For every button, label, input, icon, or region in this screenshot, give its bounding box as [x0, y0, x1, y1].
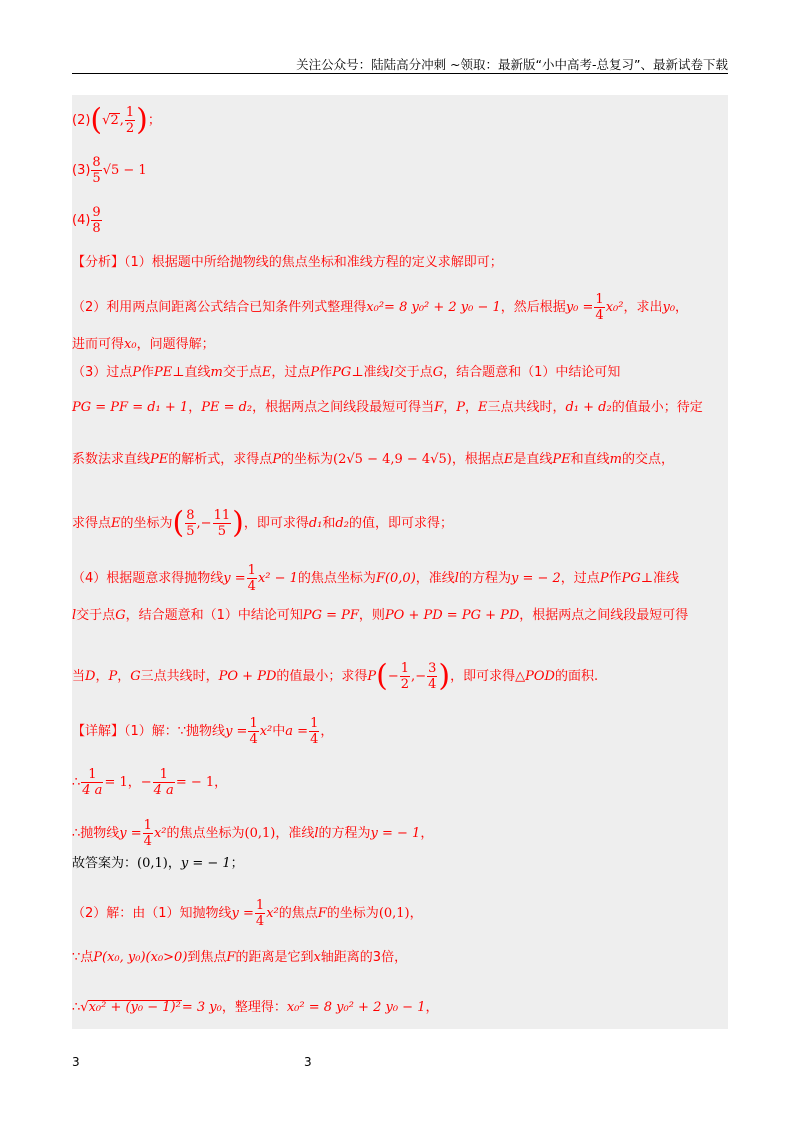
detail-3: ∴抛物线y = $\frac{1}{4}$ x²的焦点坐标为(0,1)，准线l的方程为y = − 1，: [72, 818, 434, 849]
detail-7: ∴√x₀² + (y₀ − 1)²= 3 y₀，整理得：x₀² = 8 y₀² + 2 y₀ − 1，: [72, 1000, 439, 1015]
analysis-7: 求得点E的坐标为( $\frac{8}{5}$ ,− $\frac{11}{5}$ )，即可求得d₁和d₂的值，即可求得；: [72, 505, 453, 541]
analysis-3: 进而可得x₀，问题得解；: [72, 337, 215, 352]
detail-label: 【详解】: [72, 724, 125, 739]
analysis-5: PG = PF = d₁ + 1，PE = d₂，根据两点之间线段最短可得当F，P，E三点共线时，d₁ + d₂的值最小；待定: [72, 400, 703, 415]
analysis-2: （2）利用两点间距离公式结合已知条件列式整理得x₀²= 8 y₀² + 2 y₀ − 1，然后根据y₀ = $\frac{1}{4}$ x₀²，求出y₀，: [72, 292, 689, 323]
page-header: 关注公众号：陆陆高分冲刺 ~领取：最新版“小中高考-总复习”、最新试卷下载: [296, 57, 728, 72]
analysis-6: 系数法求直线PE的解析式，求得点P的坐标为(2√5 − 4,9 − 4√5)，根据点E是直线PE和直线m的交点，: [72, 452, 674, 467]
detail-6: ∵点P(x₀, y₀)(x₀>0)到焦点F的距离是它到x轴距离的3倍，: [72, 950, 408, 965]
page-number-center: 3: [304, 1055, 312, 1069]
answer-2: (2)(√2, $\frac{1}{2}$ )；: [72, 102, 161, 138]
detail-1: 【详解】（1）解：∵抛物线y = $\frac{1}{4}$ x²中a = $\frac{1}{4}$ ，: [72, 716, 334, 747]
answer-3: (3) $\frac{8}{5}$ √5 − 1: [72, 155, 147, 186]
analysis-9: l交于点G，结合题意和（1）中结论可知PG = PF，则PO + PD = PG + PD，根据两点之间线段最短可得: [72, 608, 689, 623]
solution-panel: [72, 95, 728, 1029]
analysis-label: 【分析】: [72, 255, 125, 270]
analysis-1: 【分析】（1）根据题中所给抛物线的焦点坐标和准线方程的定义求解即可；: [72, 255, 503, 270]
detail-5: （2）解：由（1）知抛物线y = $\frac{1}{4}$ x²的焦点F的坐标为(0,1)，: [72, 898, 423, 929]
detail-4: 故答案为：(0,1)，y = − 1；: [72, 856, 244, 871]
detail-2: ∴ $\frac{1}{4 a}$ = 1，− $\frac{1}{4 a}$ = − 1，: [72, 767, 228, 798]
header-rule: [72, 73, 728, 74]
answer-4: (4) $\frac{9}{8}$: [72, 205, 101, 236]
analysis-10: 当D，P，G三点共线时，PO + PD的值最小；求得P(− $\frac{1}{2}$ ,− $\frac{3}{4}$ )，即可求得△POD的面积.: [72, 658, 599, 694]
analysis-4: （3）过点P作PE⊥直线m交于点E，过点P作PG⊥准线l交于点G，结合题意和（1）中结论可知: [72, 365, 621, 380]
analysis-8: （4）根据题意求得抛物线y = $\frac{1}{4}$ x² − 1的焦点坐标为F(0,0)，准线l的方程为y = − 2，过点P作PG⊥准线: [72, 563, 679, 594]
page-number-left: 3: [72, 1055, 80, 1069]
